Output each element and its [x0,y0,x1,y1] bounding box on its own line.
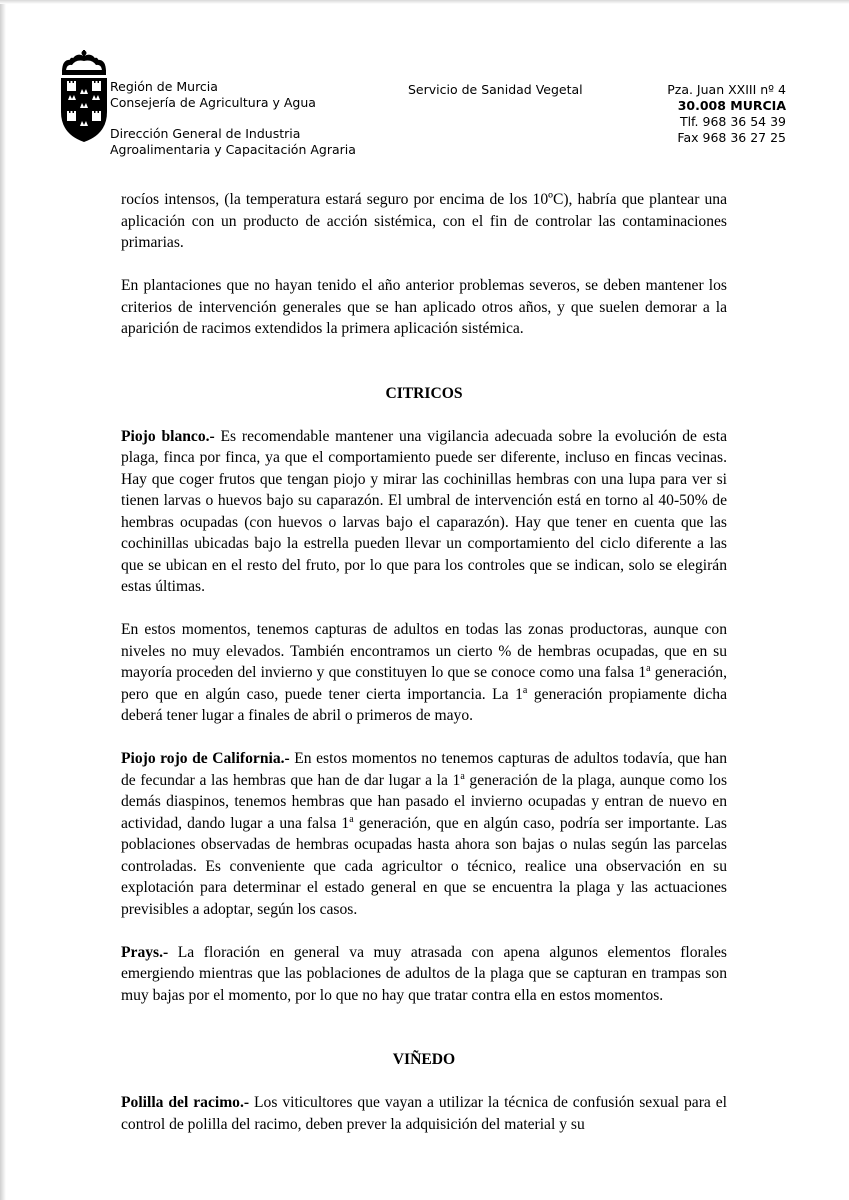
spacer [121,1028,727,1050]
header-contact [600,82,786,146]
header-fax: Fax 968 36 27 25 [677,130,786,145]
header-phone: Tlf. 968 36 54 39 [679,114,786,129]
header-directorate-line-2: Agroalimentaria y Capacitación Agraria [110,142,356,157]
region-murcia-coat-of-arms-logo [58,50,110,142]
section-heading-vinedo: VIÑEDO [392,1051,456,1068]
paragraph-piojo-blanco-2 [121,619,727,727]
superscript: a [646,662,651,674]
header-city: 30.008 MURCIA [677,98,786,113]
page-edge-shadow [0,0,6,1200]
polilla-title: Polilla del racimo.- [121,1094,250,1111]
paragraph-prays [121,942,727,1007]
text-run: En estos momentos, tenemos capturas de adultos en todas las zonas productoras, aunque con niveles no muy elevados. También encontramos un cierto % de hembras ocupadas, que en su mayoría proceden del invierno y que constituyen lo que se conoce como una falsa 1 [121,621,727,681]
header-directorate [110,126,356,158]
piojo-rojo-title: Piojo rojo de California.- [121,750,290,767]
prays-title: Prays.- [121,943,169,961]
prays-text: La floración en general va muy atrasada con apena algunos elementos florales emergiendo mientras que las poblaciones de adultos de la plaga que se capturan en trampas son muy bajas por el momento, por lo que no hay que tratar contra ella en estos momentos. [121,943,727,1004]
spacer [121,361,727,383]
superscript: a [460,770,465,782]
text-run: generación de la plaga, aunque como los demás diaspinos, tenemos hembras que han pasado el invierno ocupadas y entran de nuevo en actividad, dando lugar a una falsa 1 [121,771,728,832]
paragraph-intro-1: rocíos intensos, (la temperatura estará seguro por encima de los 10ºC), habría que plantear una aplicación con un producto de acción sistémica, con el fin de controlar las contaminaciones primarias. [121,191,727,251]
paragraph-polilla [121,1092,727,1135]
piojo-blanco-title: Piojo blanco.- [121,427,215,445]
document-body [121,189,727,1157]
header-region: Región de Murcia [110,79,218,94]
header-organization [110,79,316,111]
text-run: generación propiamente dicha deberá tener lugar a finales de abril o primeros de mayo. [121,685,727,724]
page-top-shadow [0,0,849,4]
header-ministry: Consejería de Agricultura y Agua [110,95,316,110]
text-run: generación, pero que en algún caso, puede tener cierta importancia. La 1 [121,664,727,703]
header-directorate-line-1: Dirección General de Industria [110,126,301,141]
paragraph-piojo-blanco [121,426,727,598]
section-heading-citricos: CITRICOS [385,384,463,402]
text-run: generación, que en algún caso, podría ser importante. Las poblaciones observadas de hembras ocupadas hasta ahora son bajas o nulas según las parcelas controladas. Es conveniente que cada agricultor o técnico, realice una observación en su explotación para determinar el estado general en que se encuentra la plaga y las actuaciones previsibles a adoptar, según los casos. [121,814,727,918]
text-run: En estos momentos no tenemos capturas de adultos todavía, que han de fecundar a las hembras que han de dar lugar a la 1 [121,750,728,789]
header-service: Servicio de Sanidad Vegetal [408,82,583,97]
superscript: a [349,813,354,825]
header-address: Pza. Juan XXIII nº 4 [667,82,786,97]
superscript: a [522,684,528,696]
paragraph-piojo-rojo [121,748,727,920]
paragraph-intro-2: En plantaciones que no hayan tenido el año anterior problemas severos, se deben mantener los criterios de intervención generales que se han aplicado otros años, y que suelen demorar a la aparición de racimos extendidos la primera aplicación sistémica. [121,277,727,337]
polilla-text: Los viticultores que vayan a utilizar la técnica de confusión sexual para el control de polilla del racimo, deben prever la adquisición del material y su [121,1094,727,1133]
piojo-blanco-text: Es recomendable mantener una vigilancia adecuada sobre la evolución de esta plaga, finca por finca, ya que el comportamiento puede ser diferente, incluso en fincas vecinas. Hay que coger frutos que tengan piojo y mirar las cochinillas hembras con una lupa para ver si tienen larvas o huevos bajo su caparazón. El umbral de intervención está en torno al 40-50% de hembras ocupadas (con huevos o larvas bajo el caparazón). Hay que tener en cuenta que las cochinillas ubicadas bajo la estrella pueden llevar un comportamiento del ciclo diferente a las que se ubican en el resto del fruto, por lo que para los controles que se indican, solo se elegirán estas últimas. [121,427,728,595]
